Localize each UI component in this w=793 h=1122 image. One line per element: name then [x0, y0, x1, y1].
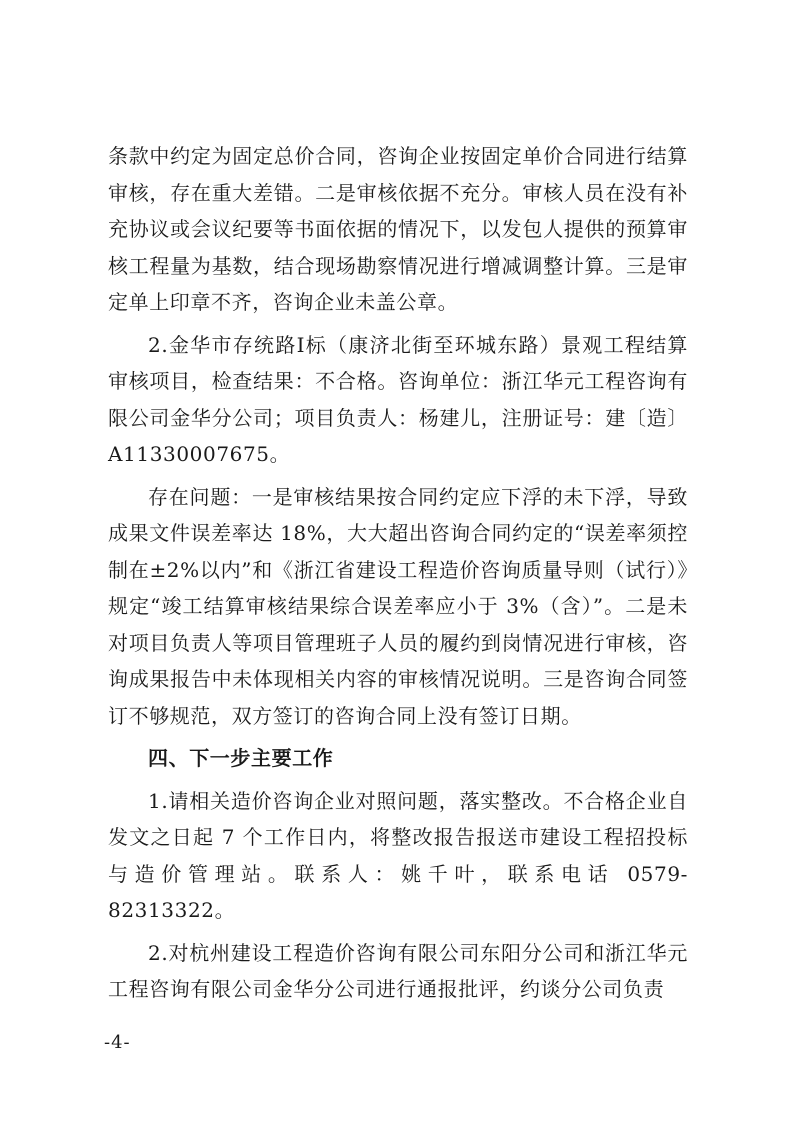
paragraph-next-step-2: 2.对杭州建设工程造价咨询有限公司东阳分公司和浙江华元工程咨询有限公司金华分公司进行通报批评，约谈分公司负责	[108, 940, 688, 1001]
paragraph-item-2: 2.金华市存统路Ⅰ标（康济北街至环城东路）景观工程结算审核项目，检查结果：不合格。咨询单位：浙江华元工程咨询有限公司金华分公司；项目负责人：杨建儿，注册证号：建〔造〕A11330007675。	[108, 332, 688, 466]
document-body	[108, 138, 688, 1014]
paragraph-next-step-1: 1.请相关造价咨询企业对照问题，落实整改。不合格企业自发文之日起 7 个工作日内，将整改报告报送市建设工程招投标与造价管理站。联系人：姚千叶，联系电话 0579-82313322。	[108, 788, 688, 922]
page-number: -4-	[104, 1032, 131, 1053]
paragraph-continuation: 条款中约定为固定总价合同，咨询企业按固定单价合同进行结算审核，存在重大差错。二是审核依据不充分。审核人员在没有补充协议或会议纪要等书面依据的情况下，以发包人提供的预算审核工程量为基数，结合现场勘察情况进行增减调整计算。三是审定单上印章不齐，咨询企业未盖公章。	[108, 144, 688, 314]
paragraph-problems: 存在问题：一是审核结果按合同约定应下浮的未下浮，导致成果文件误差率达 18%，大大超出咨询合同约定的“误差率须控制在±2%以内”和《浙江省建设工程造价咨询质量导则（试行）》规定“竣工结算审核结果综合误差率应小于 3%（含）”。二是未对项目负责人等项目管理班子人员的履约到岗情况进行审核，咨询成果报告中未体现相关内容的审核情况说明。三是咨询合同签订不够规范，双方签订的咨询合同上没有签订日期。	[108, 484, 688, 728]
section-heading: 四、下一步主要工作	[148, 746, 334, 770]
